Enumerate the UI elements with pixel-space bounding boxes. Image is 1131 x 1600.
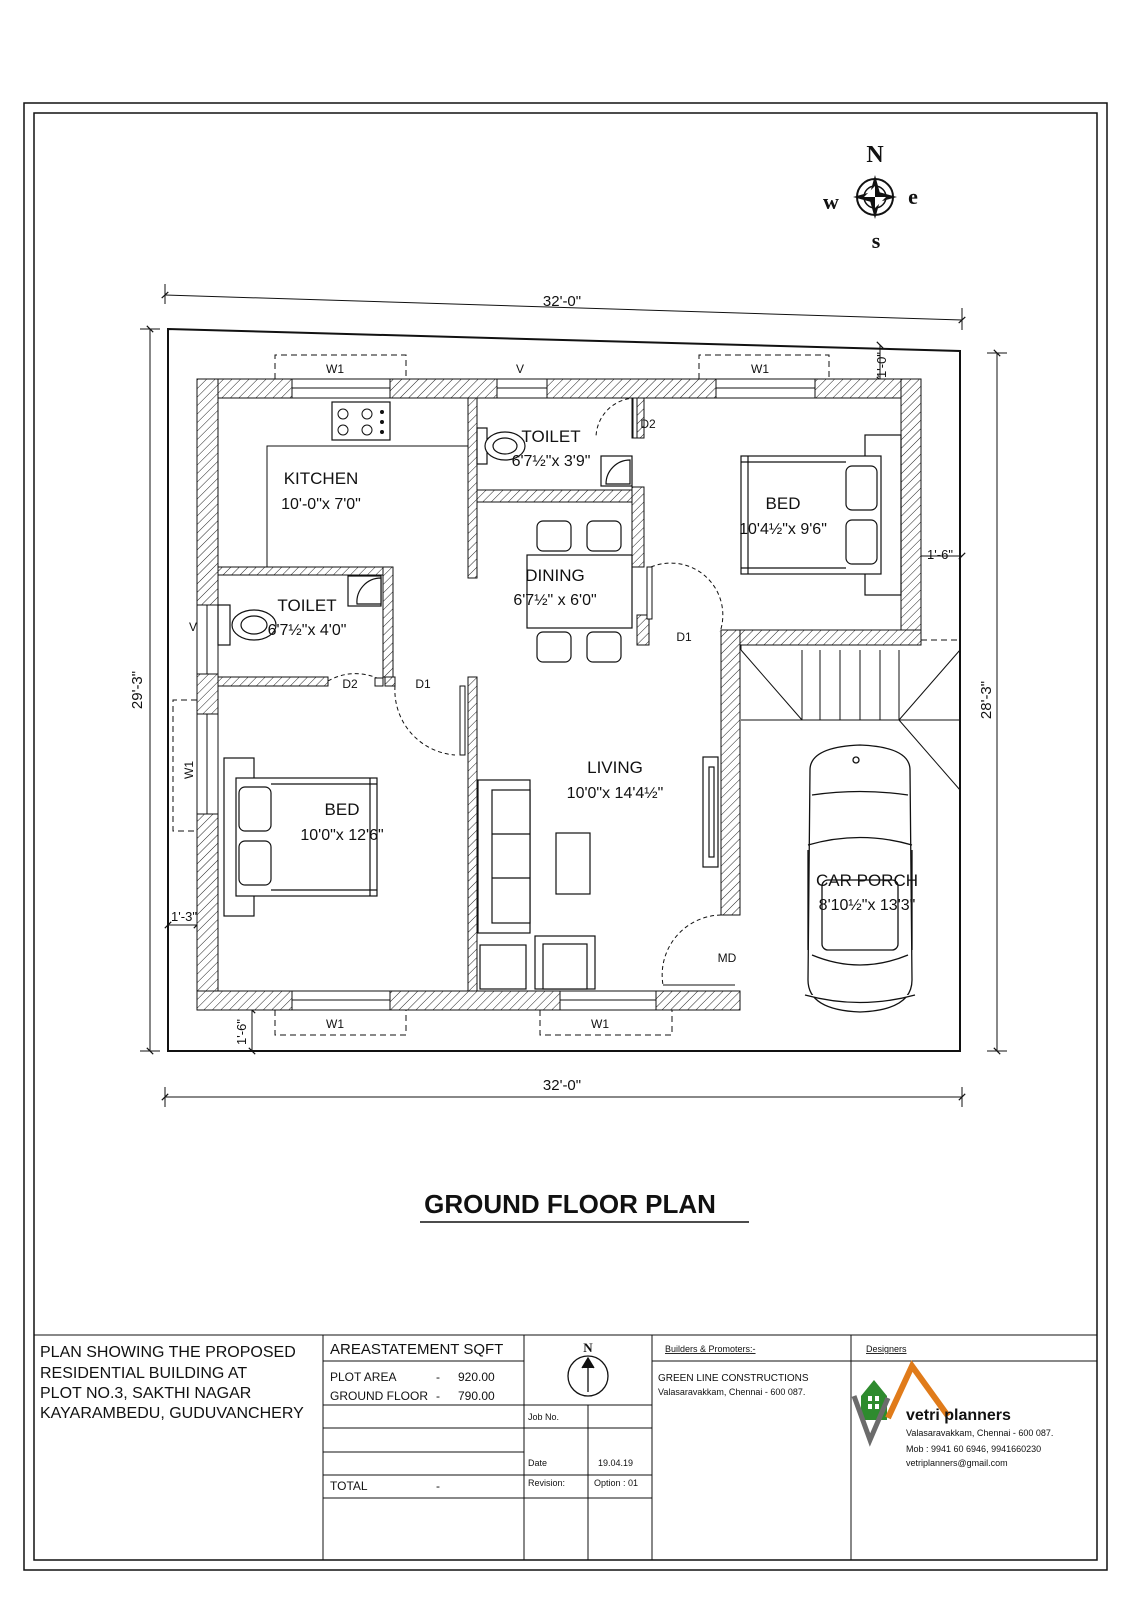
builder-address: Valasaravakkam, Chennai - 600 087. xyxy=(658,1387,806,1397)
builder-name: GREEN LINE CONSTRUCTIONS xyxy=(658,1373,809,1384)
compass-north-label: N xyxy=(866,142,884,168)
date-label: Date xyxy=(528,1458,548,1468)
washbasin-left-icon xyxy=(348,576,381,606)
ground-floor-dash: - xyxy=(436,1389,440,1403)
window-tag-top-right: W1 xyxy=(751,362,769,376)
drawing-title: GROUND FLOOR PLAN xyxy=(424,1189,716,1219)
description-line-1: PLAN SHOWING THE PROPOSED xyxy=(40,1344,296,1361)
bed-top-size: 10'4½"x 9'6" xyxy=(739,521,827,538)
living-size: 10'0"x 14'4½" xyxy=(566,785,664,802)
dim-left-offset: 1'-3" xyxy=(171,909,197,924)
area-statement-heading: AREASTATEMENT SQFT xyxy=(330,1341,504,1358)
north-arrow-label: N xyxy=(583,1340,593,1355)
dim-bottom-label: 32'-0" xyxy=(542,1077,582,1094)
kitchen-name: KITCHEN xyxy=(283,469,359,488)
compass-west-label: w xyxy=(823,189,839,214)
plot-area-label: PLOT AREA xyxy=(330,1370,397,1384)
bed-top-icon xyxy=(741,435,901,595)
compass-south-label: s xyxy=(871,228,881,253)
plot-area-value: 920.00 xyxy=(458,1370,495,1384)
designers-heading: Designers xyxy=(866,1344,907,1354)
coffee-table-icon xyxy=(556,833,590,894)
stove-icon xyxy=(332,402,390,440)
window-tag-top-left: W1 xyxy=(326,362,344,376)
bed-left-size: 10'0"x 12'6" xyxy=(300,827,384,844)
kitchen-size: 10'-0"x 7'0" xyxy=(281,496,361,513)
window-tag-left: W1 xyxy=(182,761,196,779)
door-tag-d2-top: D2 xyxy=(640,417,656,431)
plot-area-dash: - xyxy=(436,1370,440,1384)
description-line-3: PLOT NO.3, SAKTHI NAGAR xyxy=(40,1385,252,1402)
designer-phone: Mob : 9941 60 6946, 9941660230 xyxy=(906,1444,1042,1454)
ground-floor-value: 790.00 xyxy=(458,1389,495,1403)
dim-bottom-left-offset: 1'-6" xyxy=(234,1019,249,1045)
description-line-2: RESIDENTIAL BUILDING AT xyxy=(40,1365,248,1382)
vent-tag-left: V xyxy=(188,620,198,634)
job-no-label: Job No. xyxy=(528,1412,560,1422)
revision-value: Option : 01 xyxy=(594,1478,639,1488)
toilet-top-name: TOILET xyxy=(521,427,581,446)
dining-size: 6'7½" x 6'0" xyxy=(513,592,597,609)
dim-right-label: 28'-3" xyxy=(978,680,995,720)
designer-email: vetriplanners@gmail.com xyxy=(906,1458,1008,1468)
door-tag-d2-left: D2 xyxy=(342,677,358,691)
north-arrow-icon xyxy=(568,1356,608,1396)
door-tag-md: MD xyxy=(717,951,737,965)
internal-walls xyxy=(218,398,649,991)
date-value: 19.04.19 xyxy=(598,1458,634,1468)
door-swings xyxy=(328,398,735,991)
designer-address: Valasaravakkam, Chennai - 600 087. xyxy=(906,1428,1054,1438)
window-tag-bottom-right: W1 xyxy=(591,1017,609,1031)
dim-top-right-offset: 1'-0" xyxy=(874,352,889,378)
washbasin-top-icon xyxy=(601,456,632,486)
window-tag-bottom-left: W1 xyxy=(326,1017,344,1031)
dim-left-label: 29'-3" xyxy=(129,670,146,710)
door-tag-d1-left: D1 xyxy=(415,677,431,691)
toilet-left-name: TOILET xyxy=(277,596,337,615)
living-name: LIVING xyxy=(587,758,643,777)
dim-top-label: 32'-0" xyxy=(542,293,582,310)
dim-right-offset: 1'-6" xyxy=(927,547,953,562)
bed-top-name: BED xyxy=(765,494,801,513)
toilet-top-size: 6'7½"x 3'9" xyxy=(511,453,591,470)
car-porch-size: 8'10½"x 13'3" xyxy=(818,897,916,914)
ground-floor-label: GROUND FLOOR xyxy=(330,1389,429,1403)
toilet-left-size: 6'7½"x 4'0" xyxy=(267,622,347,639)
tv-unit-icon xyxy=(703,757,718,867)
compass-east-label: e xyxy=(908,184,918,209)
total-label: TOTAL xyxy=(330,1479,368,1493)
total-dash: - xyxy=(436,1479,440,1493)
car-porch-name: CAR PORCH xyxy=(815,871,919,890)
compass-rose-icon xyxy=(853,175,897,219)
designer-name: vetri planners xyxy=(906,1407,1011,1424)
dining-name: DINING xyxy=(525,566,585,585)
vent-tag-top: V xyxy=(515,362,525,376)
builders-heading: Builders & Promoters:- xyxy=(665,1344,756,1354)
bed-left-name: BED xyxy=(324,800,360,819)
door-tag-d1-bed: D1 xyxy=(676,630,692,644)
description-line-4: KAYARAMBEDU, GUDUVANCHERY xyxy=(40,1405,304,1422)
revision-label: Revision: xyxy=(528,1478,566,1488)
